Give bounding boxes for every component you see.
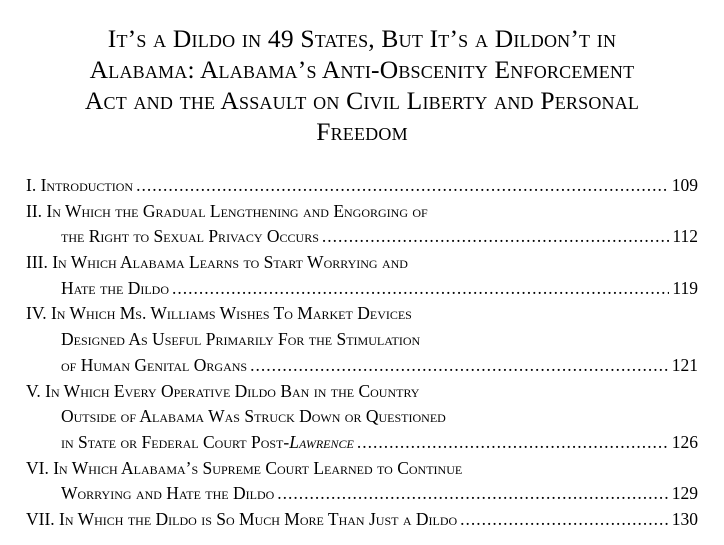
title-line-1: It’s a Dildo in 49 States, But It’s a Dildon’t in [107,24,617,53]
dot-leader [136,173,669,199]
toc-entry-2[interactable] [26,224,698,250]
title-line-4: Freedom [316,117,408,146]
toc-entry-7-page: 130 [671,508,698,529]
toc-entry-2-heading-end: the Right to Sexual Privacy Occurs [61,226,319,247]
toc-entry-3[interactable] [26,276,698,302]
toc-entry-2-line-1[interactable]: II. In Which the Gradual Lengthening and Engorging of [26,200,428,221]
toc-entry-3-line-1[interactable]: III. In Which Alabama Learns to Start Worrying and [26,252,408,273]
toc-entry-5-page: 126 [671,431,698,452]
dot-leader [357,430,669,456]
toc-entry-7-heading: VII. In Which the Dildo is So Much More Than Just a Dildo [26,508,458,529]
dot-leader [322,224,670,250]
dot-leader [250,353,669,379]
toc-entry-5-heading-text: in State or Federal Court Post- [61,431,290,452]
toc-entry-4-page: 121 [671,354,698,375]
dot-leader [277,481,668,507]
toc-entry-1[interactable] [26,173,698,199]
toc-entry-7[interactable] [26,507,698,533]
dot-leader [460,507,669,533]
toc-entry-5-heading-end [61,430,354,456]
toc-entry-4[interactable] [26,353,698,379]
toc-entry-6-page: 129 [671,483,698,504]
toc-entry-6-line-1[interactable]: VI. In Which Alabama’s Supreme Court Learned to Continue [26,457,463,478]
toc-entry-6-heading-end: Worrying and Hate the Dildo [61,483,275,504]
toc-entry-4-heading-end: of Human Genital Organs [61,354,248,375]
title-line-3: Act and the Assault on Civil Liberty and Personal [84,86,640,115]
toc-entry-4-line-2[interactable]: Designed As Useful Primarily For the Stimulation [61,329,421,350]
toc-entry-3-heading-end: Hate the Dildo [61,277,170,298]
toc-entry-6[interactable] [26,481,698,507]
toc-entry-5-case-name: Lawrence [289,431,354,452]
toc-entry-1-heading: I. Introduction [26,175,134,195]
table-of-contents [26,173,698,533]
toc-entry-5-line-2[interactable]: Outside of Alabama Was Struck Down or Questioned [61,406,446,427]
toc-entry-5[interactable] [26,430,698,456]
article-title [20,23,704,147]
toc-entry-3-page: 119 [672,277,698,298]
toc-entry-5-line-1[interactable]: V. In Which Every Operative Dildo Ban in the Country [26,380,420,401]
toc-entry-1-page: 109 [671,175,698,195]
toc-entry-4-line-1[interactable]: IV. In Which Ms. Williams Wishes To Market Devices [26,303,412,324]
dot-leader [172,276,669,302]
toc-entry-2-page: 112 [672,226,698,247]
title-line-2: Alabama: Alabama’s Anti-Obscenity Enforcement [89,55,635,84]
